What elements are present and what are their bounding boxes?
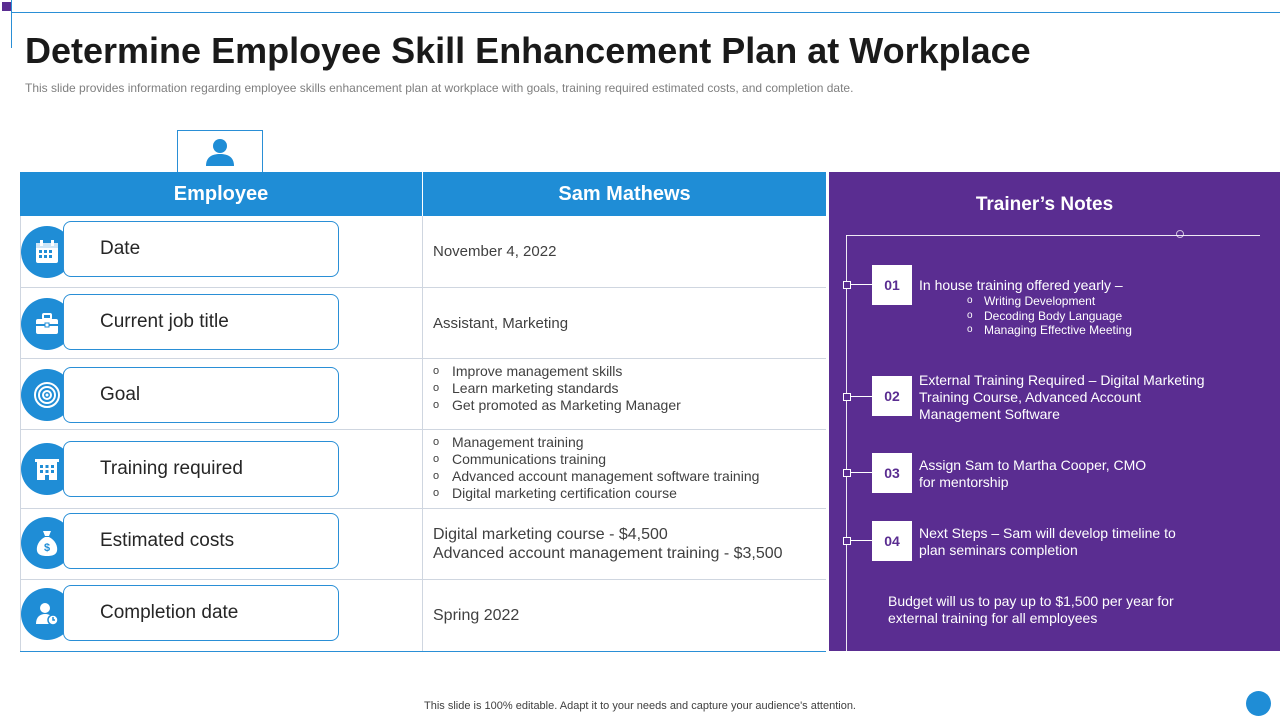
budget-note: Budget will us to pay up to $1,500 per year for external training for all employees — [888, 593, 1174, 626]
note-text: External Training Required – Digital Marketing Training Course, Advanced Account Management Software — [919, 372, 1205, 422]
header-employee: Employee — [20, 172, 423, 216]
table-row — [20, 288, 826, 359]
row-value: Assistant, Marketing — [433, 314, 569, 332]
note-text: Next Steps – Sam will develop timeline to plan seminars completion — [919, 525, 1176, 558]
trainers-notes-panel — [829, 172, 1260, 651]
footer-text: This slide is 100% editable. Adapt it to your needs and capture your audience's attention. — [424, 700, 856, 712]
header-employee-name: Sam Mathews — [558, 182, 691, 205]
row-label: Completion date — [63, 585, 339, 641]
note-text: In house training offered yearly – o Writing Development o Decoding Body Language o Managing Effective Meeting — [919, 277, 1239, 338]
top-divider — [11, 12, 1280, 13]
row-value: Digital marketing course - $4,500 Advanced account management training - $3,500 — [433, 526, 783, 562]
corner-square — [2, 2, 11, 11]
floating-action-button[interactable] — [1246, 691, 1271, 716]
note-number: 03 — [872, 453, 912, 493]
bullet-item: o Improve management skills — [433, 363, 623, 379]
note-text: Assign Sam to Martha Cooper, CMO for mentorship — [919, 457, 1147, 490]
user-icon — [203, 137, 237, 167]
row-value: Spring 2022 — [433, 606, 520, 624]
note-subitem: o Decoding Body Language — [967, 308, 1123, 323]
employee-plan-table — [20, 172, 826, 652]
bullet-item: o Digital marketing certification course — [433, 485, 677, 501]
table-row — [20, 580, 826, 651]
svg-text:$: $ — [43, 542, 51, 554]
employee-icon-box — [177, 130, 263, 172]
note-subitem: o Managing Effective Meeting — [967, 323, 1132, 337]
row-value: November 4, 2022 — [433, 243, 557, 260]
row-label: Date — [63, 221, 339, 277]
corner-line — [11, 0, 12, 48]
table-row — [20, 430, 826, 509]
row-label: Current job title — [63, 294, 339, 350]
row-bullets — [433, 359, 823, 433]
notes-title: Trainer’s Notes — [975, 194, 1114, 215]
note-subitem: o Writing Development — [967, 294, 1096, 308]
row-label: Goal — [63, 367, 339, 423]
bullet-item: o Communications training — [433, 451, 607, 467]
row-bullets — [433, 430, 823, 512]
table-row — [20, 509, 826, 580]
bullet-item: o Learn marketing standards — [433, 380, 619, 396]
row-label: Training required — [63, 441, 339, 497]
table-row — [20, 216, 826, 288]
table-header — [20, 172, 826, 216]
note-number: 02 — [872, 376, 912, 416]
note-number: 04 — [872, 521, 912, 561]
page-title: Determine Employee Skill Enhancement Plan at Workplace — [25, 30, 1031, 71]
table-row — [20, 359, 826, 430]
bullet-item: o Management training — [433, 434, 584, 450]
bullet-item: o Get promoted as Marketing Manager — [433, 397, 681, 413]
row-label: Estimated costs — [63, 513, 339, 569]
note-number: 01 — [872, 265, 912, 305]
page-subtitle: This slide provides information regarding employee skills enhancement plan at workplace with goals, training required estimated costs, and completion date. — [25, 81, 854, 95]
bullet-item: o Advanced account management software training — [433, 468, 760, 484]
